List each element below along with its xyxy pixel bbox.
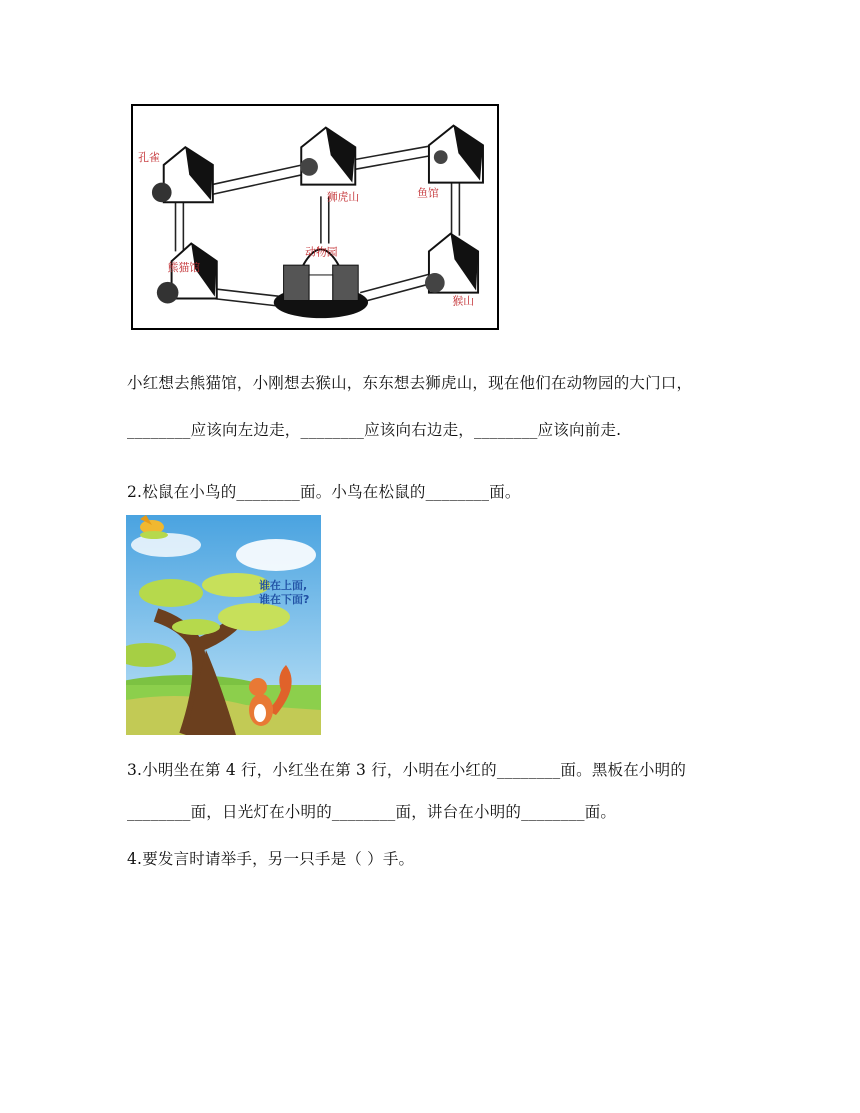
house-peacock-icon <box>152 147 213 202</box>
q3-line1: 3.小明坐在第 4 行，小红坐在第 3 行，小明在小红的________面。黑板在小明的 <box>127 761 687 779</box>
q2-text: 2.松鼠在小鸟的________面。小鸟在松鼠的________面。 <box>127 483 521 501</box>
label-zoo-gate: 动物园 <box>305 245 338 259</box>
house-fish-icon <box>429 126 483 183</box>
house-lion-tiger-icon <box>300 128 355 185</box>
q3-line2: ________面，日光灯在小明的________面，讲台在小明的________面。 <box>127 803 617 821</box>
house-monkey-icon <box>425 234 478 293</box>
label-peacock: 孔雀 <box>138 151 160 165</box>
q1-line1: 小红想去熊猫馆，小刚想去猴山，东东想去狮虎山，现在他们在动物园的大门口， <box>127 374 693 392</box>
zoo-map-image <box>131 104 499 330</box>
label-lion-tiger-hill: 狮虎山 <box>326 190 360 204</box>
zoo-gate-icon <box>274 249 368 318</box>
label-monkey-hill: 猴山 <box>452 294 475 308</box>
q1-line2: ________应该向左边走，________应该向右边走，________应该向前走. <box>127 421 622 439</box>
label-fish-hall: 鱼馆 <box>417 186 439 200</box>
picture-caption-line2: 谁在下面? <box>259 593 310 606</box>
squirrel-bird-image <box>126 515 321 735</box>
q4-text: 4.要发言时请举手，另一只手是（ ）手。 <box>127 850 415 868</box>
picture-caption-line1: 谁在上面, <box>259 579 308 592</box>
label-panda-hall: 熊猫馆 <box>167 261 201 275</box>
